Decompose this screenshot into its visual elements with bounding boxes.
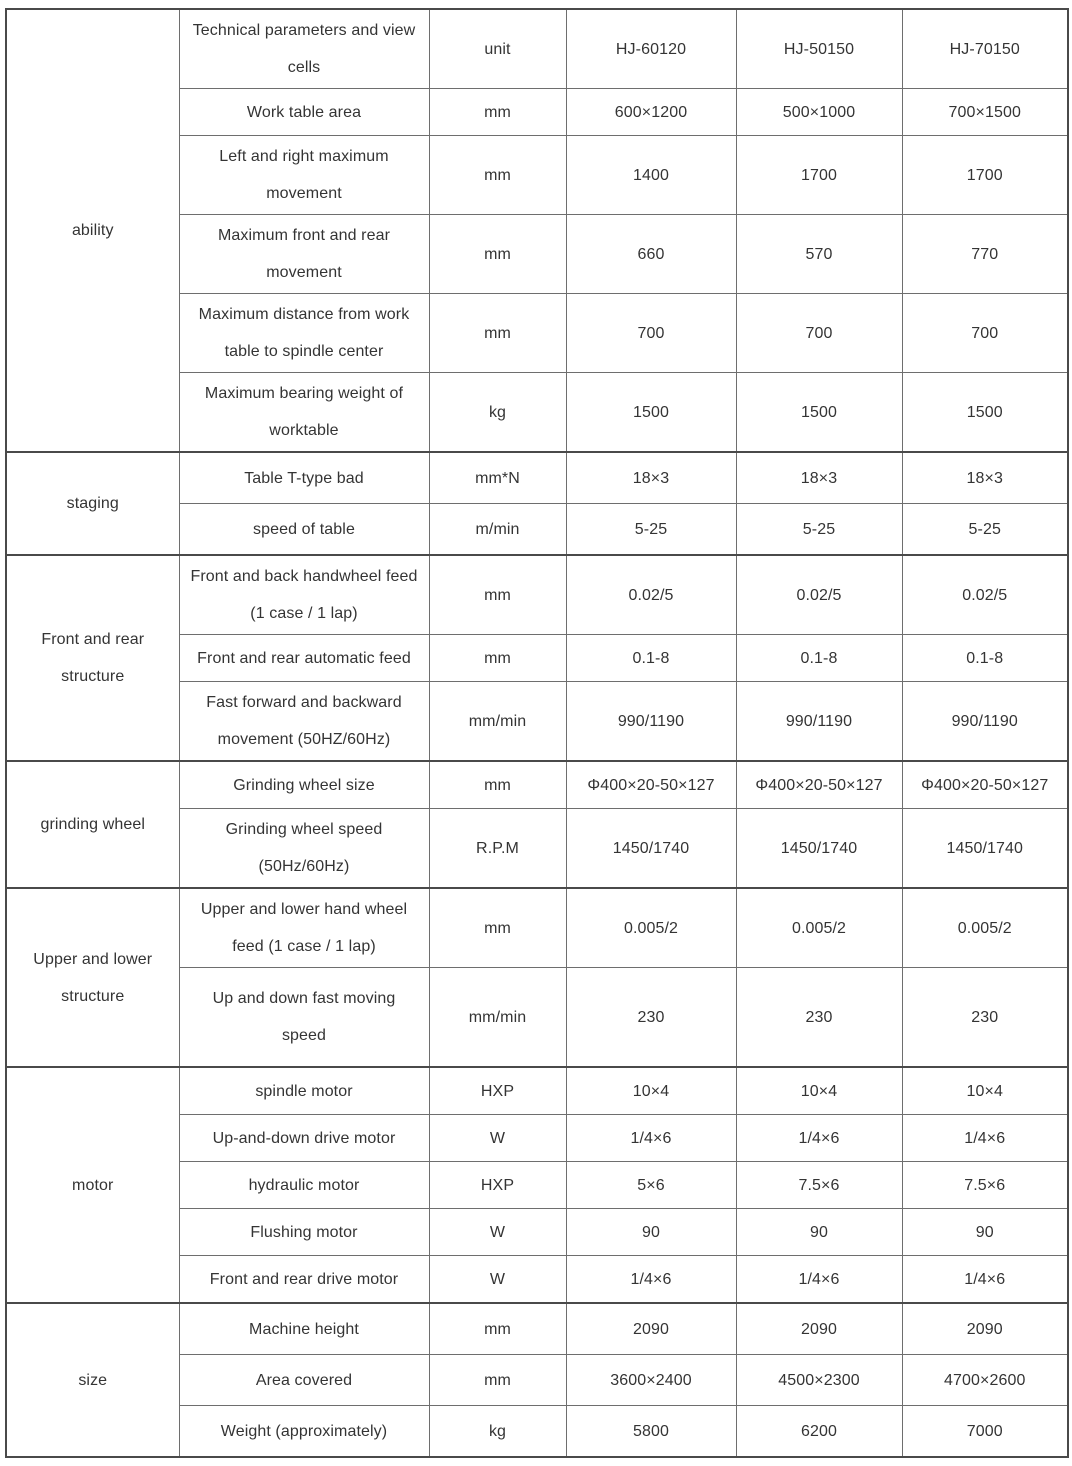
value-cell: 1/4×6 xyxy=(902,1115,1068,1162)
value-cell: 0.005/2 xyxy=(736,888,902,968)
unit-cell: kg xyxy=(429,1406,566,1458)
category-cell: motor xyxy=(6,1067,179,1303)
value-cell: 230 xyxy=(566,968,736,1068)
value-cell: 90 xyxy=(902,1209,1068,1256)
category-cell: size xyxy=(6,1303,179,1457)
table-row xyxy=(6,555,1068,635)
value-cell: 0.1-8 xyxy=(566,635,736,682)
value-cell: 7.5×6 xyxy=(736,1162,902,1209)
value-cell: 6200 xyxy=(736,1406,902,1458)
header-model-cell: HJ-50150 xyxy=(736,9,902,89)
value-cell: 0.1-8 xyxy=(902,635,1068,682)
value-cell: 5-25 xyxy=(736,504,902,556)
unit-cell: kg xyxy=(429,373,566,453)
param-cell: speed of table xyxy=(179,504,429,556)
table-row xyxy=(6,1303,1068,1355)
value-cell: 2090 xyxy=(902,1303,1068,1355)
value-cell: 0.02/5 xyxy=(902,555,1068,635)
param-cell: Maximum front and rear movement xyxy=(179,215,429,294)
value-cell: 1700 xyxy=(902,136,1068,215)
value-cell: 230 xyxy=(902,968,1068,1068)
param-cell: Machine height xyxy=(179,1303,429,1355)
value-cell: 0.005/2 xyxy=(902,888,1068,968)
category-cell: Front and rear structure xyxy=(6,555,179,761)
category-cell: staging xyxy=(6,452,179,555)
param-cell: Front and back handwheel feed (1 case / 1 lap) xyxy=(179,555,429,635)
param-cell: Work table area xyxy=(179,89,429,136)
unit-cell: HXP xyxy=(429,1162,566,1209)
param-cell: Up and down fast moving speed xyxy=(179,968,429,1068)
value-cell: 7000 xyxy=(902,1406,1068,1458)
category-cell: grinding wheel xyxy=(6,761,179,888)
value-cell: 5800 xyxy=(566,1406,736,1458)
value-cell: 1/4×6 xyxy=(736,1115,902,1162)
value-cell: 7.5×6 xyxy=(902,1162,1068,1209)
unit-cell: mm xyxy=(429,1303,566,1355)
value-cell: 700 xyxy=(736,294,902,373)
header-model-cell: HJ-70150 xyxy=(902,9,1068,89)
value-cell: 0.1-8 xyxy=(736,635,902,682)
param-cell: Grinding wheel speed (50Hz/60Hz) xyxy=(179,809,429,889)
value-cell: 1/4×6 xyxy=(566,1256,736,1304)
unit-cell: mm xyxy=(429,136,566,215)
unit-cell: mm xyxy=(429,555,566,635)
value-cell: 1500 xyxy=(736,373,902,453)
param-cell: Table T-type bad xyxy=(179,452,429,504)
param-cell: hydraulic motor xyxy=(179,1162,429,1209)
param-cell: Up-and-down drive motor xyxy=(179,1115,429,1162)
param-cell: Area covered xyxy=(179,1355,429,1406)
unit-cell: R.P.M xyxy=(429,809,566,889)
param-cell: Left and right maximum movement xyxy=(179,136,429,215)
unit-cell: mm/min xyxy=(429,968,566,1068)
value-cell: 3600×2400 xyxy=(566,1355,736,1406)
value-cell: 18×3 xyxy=(736,452,902,504)
value-cell: 1450/1740 xyxy=(736,809,902,889)
param-cell: spindle motor xyxy=(179,1067,429,1115)
unit-cell: mm xyxy=(429,635,566,682)
unit-cell: mm xyxy=(429,294,566,373)
value-cell: 700 xyxy=(902,294,1068,373)
value-cell: 90 xyxy=(736,1209,902,1256)
value-cell: 18×3 xyxy=(566,452,736,504)
value-cell: 0.02/5 xyxy=(736,555,902,635)
unit-cell: mm xyxy=(429,888,566,968)
value-cell: 0.005/2 xyxy=(566,888,736,968)
value-cell: 500×1000 xyxy=(736,89,902,136)
value-cell: 5-25 xyxy=(902,504,1068,556)
value-cell: 10×4 xyxy=(566,1067,736,1115)
param-cell: Fast forward and backward movement (50HZ/60Hz) xyxy=(179,682,429,762)
value-cell: 2090 xyxy=(736,1303,902,1355)
value-cell: 570 xyxy=(736,215,902,294)
header-unit-cell: unit xyxy=(429,9,566,89)
value-cell: 10×4 xyxy=(736,1067,902,1115)
value-cell: Φ400×20-50×127 xyxy=(736,761,902,809)
value-cell: 1500 xyxy=(566,373,736,453)
value-cell: Φ400×20-50×127 xyxy=(902,761,1068,809)
value-cell: 1700 xyxy=(736,136,902,215)
value-cell: 1/4×6 xyxy=(902,1256,1068,1304)
value-cell: 1400 xyxy=(566,136,736,215)
value-cell: 90 xyxy=(566,1209,736,1256)
table-row xyxy=(6,761,1068,809)
unit-cell: mm xyxy=(429,89,566,136)
value-cell: Φ400×20-50×127 xyxy=(566,761,736,809)
param-cell: Grinding wheel size xyxy=(179,761,429,809)
category-cell: Upper and lower structure xyxy=(6,888,179,1067)
value-cell: 990/1190 xyxy=(736,682,902,762)
param-cell: Weight (approximately) xyxy=(179,1406,429,1458)
param-cell: Front and rear automatic feed xyxy=(179,635,429,682)
header-model-cell: HJ-60120 xyxy=(566,9,736,89)
value-cell: 10×4 xyxy=(902,1067,1068,1115)
table-row xyxy=(6,452,1068,504)
value-cell: 700×1500 xyxy=(902,89,1068,136)
spec-table xyxy=(5,8,1069,1458)
param-cell: Maximum distance from work table to spindle center xyxy=(179,294,429,373)
value-cell: 4500×2300 xyxy=(736,1355,902,1406)
unit-cell: mm/min xyxy=(429,682,566,762)
unit-cell: mm xyxy=(429,215,566,294)
value-cell: 230 xyxy=(736,968,902,1068)
value-cell: 4700×2600 xyxy=(902,1355,1068,1406)
header-param-cell: Technical parameters and view cells xyxy=(179,9,429,89)
value-cell: 18×3 xyxy=(902,452,1068,504)
unit-cell: m/min xyxy=(429,504,566,556)
value-cell: 0.02/5 xyxy=(566,555,736,635)
value-cell: 1450/1740 xyxy=(902,809,1068,889)
value-cell: 1450/1740 xyxy=(566,809,736,889)
value-cell: 660 xyxy=(566,215,736,294)
value-cell: 5×6 xyxy=(566,1162,736,1209)
unit-cell: W xyxy=(429,1209,566,1256)
unit-cell: HXP xyxy=(429,1067,566,1115)
table-row xyxy=(6,888,1068,968)
value-cell: 5-25 xyxy=(566,504,736,556)
unit-cell: W xyxy=(429,1256,566,1304)
param-cell: Upper and lower hand wheel feed (1 case / 1 lap) xyxy=(179,888,429,968)
value-cell: 1/4×6 xyxy=(736,1256,902,1304)
unit-cell: mm*N xyxy=(429,452,566,504)
header-row xyxy=(6,9,1068,89)
param-cell: Flushing motor xyxy=(179,1209,429,1256)
unit-cell: mm xyxy=(429,1355,566,1406)
value-cell: 600×1200 xyxy=(566,89,736,136)
value-cell: 770 xyxy=(902,215,1068,294)
param-cell: Maximum bearing weight of worktable xyxy=(179,373,429,453)
value-cell: 2090 xyxy=(566,1303,736,1355)
category-cell: ability xyxy=(6,9,179,452)
value-cell: 990/1190 xyxy=(902,682,1068,762)
param-cell: Front and rear drive motor xyxy=(179,1256,429,1304)
unit-cell: W xyxy=(429,1115,566,1162)
value-cell: 990/1190 xyxy=(566,682,736,762)
unit-cell: mm xyxy=(429,761,566,809)
value-cell: 700 xyxy=(566,294,736,373)
value-cell: 1500 xyxy=(902,373,1068,453)
table-row xyxy=(6,1067,1068,1115)
value-cell: 1/4×6 xyxy=(566,1115,736,1162)
